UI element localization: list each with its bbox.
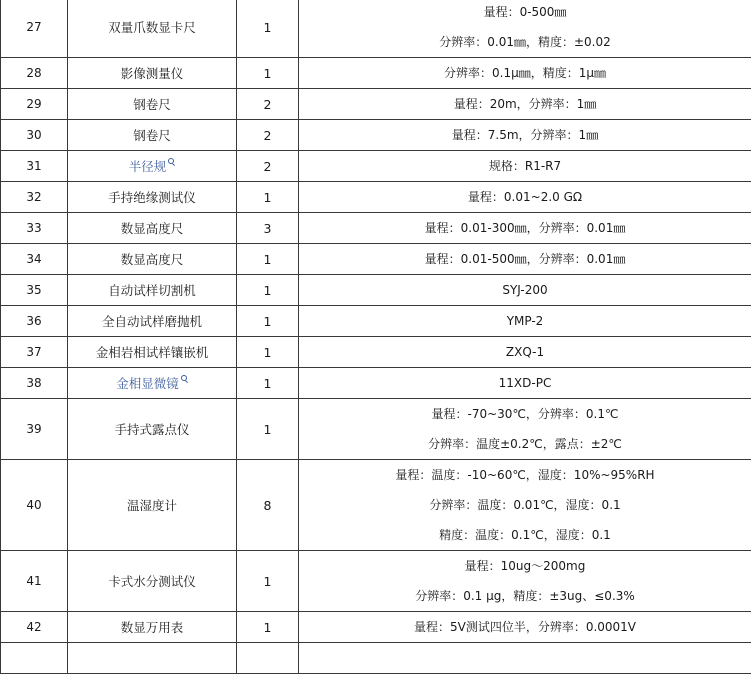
search-icon[interactable] <box>181 375 188 382</box>
table-row <box>1 151 751 182</box>
spec-cell <box>299 368 751 399</box>
row-number <box>1 643 68 674</box>
equipment-name: 手持绝缘测试仪 <box>68 182 237 213</box>
table-row <box>1 368 751 399</box>
equipment-name: 双量爪数显卡尺 <box>68 0 237 58</box>
equipment-name: 手持式露点仪 <box>68 399 237 460</box>
row-number: 27 <box>1 0 68 58</box>
row-number: 36 <box>1 306 68 337</box>
spec-cell <box>299 120 751 151</box>
quantity: 2 <box>237 120 299 151</box>
row-number: 32 <box>1 182 68 213</box>
row-number: 30 <box>1 120 68 151</box>
equipment-name: 全自动试样磨抛机 <box>68 306 237 337</box>
table-row <box>1 337 751 368</box>
spec-line: 分辨率：温度：0.01℃，湿度：0.1 <box>303 490 747 520</box>
table-row <box>1 213 751 244</box>
spec-line: 规格：R1-R7 <box>303 151 747 181</box>
table-row <box>1 460 751 551</box>
spec-line: SYJ-200 <box>303 275 747 305</box>
search-icon[interactable] <box>168 158 175 165</box>
spec-cell <box>299 460 751 551</box>
row-number: 33 <box>1 213 68 244</box>
spec-line: 量程：0.01-500㎜，分辨率：0.01㎜ <box>303 244 747 274</box>
row-number: 41 <box>1 551 68 612</box>
spec-cell <box>299 337 751 368</box>
table-row <box>1 399 751 460</box>
spec-line: 量程：0.01~2.0 GΩ <box>303 182 747 212</box>
table-row <box>1 244 751 275</box>
spec-line: 11XD-PC <box>303 368 747 398</box>
quantity: 1 <box>237 182 299 213</box>
spec-line: 分辨率：0.1μ㎜，精度：1μ㎜ <box>303 58 747 88</box>
spec-line: 量程：7.5m，分辨率：1㎜ <box>303 120 747 150</box>
row-number: 34 <box>1 244 68 275</box>
equipment-name-cell <box>68 151 237 182</box>
spec-cell <box>299 58 751 89</box>
table-row <box>1 612 751 643</box>
quantity <box>237 643 299 674</box>
equipment-name: 温湿度计 <box>68 460 237 551</box>
quantity: 1 <box>237 337 299 368</box>
equipment-name: 钢卷尺 <box>68 89 237 120</box>
row-number: 29 <box>1 89 68 120</box>
spec-cell <box>299 182 751 213</box>
spec-line: 量程：0-500㎜ <box>303 0 747 27</box>
spec-line: 精度：温度：0.1℃，湿度：0.1 <box>303 520 747 550</box>
quantity: 1 <box>237 551 299 612</box>
spec-cell <box>299 612 751 643</box>
spec-line: ZXQ-1 <box>303 337 747 367</box>
quantity: 8 <box>237 460 299 551</box>
table-row <box>1 275 751 306</box>
spec-line: YMP-2 <box>303 306 747 336</box>
spec-cell <box>299 551 751 612</box>
quantity: 1 <box>237 58 299 89</box>
table-row <box>1 120 751 151</box>
spec-cell <box>299 151 751 182</box>
equipment-name-link[interactable]: 半径规 <box>129 159 167 174</box>
equipment-name-link[interactable]: 金相显微镜 <box>116 376 179 391</box>
row-number: 40 <box>1 460 68 551</box>
row-number: 37 <box>1 337 68 368</box>
quantity: 1 <box>237 612 299 643</box>
row-number: 35 <box>1 275 68 306</box>
table-row <box>1 89 751 120</box>
quantity: 3 <box>237 213 299 244</box>
spec-line: 量程：10ug～200mg <box>303 551 747 581</box>
quantity: 1 <box>237 275 299 306</box>
row-number: 39 <box>1 399 68 460</box>
equipment-name: 数显高度尺 <box>68 213 237 244</box>
equipment-name <box>68 643 237 674</box>
spec-cell <box>299 89 751 120</box>
spec-line: 量程：温度：-10~60℃，湿度：10%~95%RH <box>303 460 747 490</box>
equipment-name-cell <box>68 368 237 399</box>
equipment-table-body <box>1 0 751 674</box>
table-row <box>1 58 751 89</box>
quantity: 2 <box>237 89 299 120</box>
spec-cell <box>299 0 751 58</box>
equipment-name: 影像测量仪 <box>68 58 237 89</box>
quantity: 1 <box>237 306 299 337</box>
spec-cell <box>299 399 751 460</box>
spec-line: 量程：0.01-300㎜，分辨率：0.01㎜ <box>303 213 747 243</box>
spec-cell <box>299 643 751 674</box>
quantity: 1 <box>237 368 299 399</box>
table-row <box>1 182 751 213</box>
equipment-name: 钢卷尺 <box>68 120 237 151</box>
spec-line <box>303 643 747 673</box>
equipment-name: 卡式水分测试仪 <box>68 551 237 612</box>
row-number: 42 <box>1 612 68 643</box>
spec-line: 分辨率：0.1 μg，精度：±3ug、≤0.3% <box>303 581 747 611</box>
spec-cell <box>299 213 751 244</box>
spec-line: 量程：5V测试四位半，分辨率：0.0001V <box>303 612 747 642</box>
equipment-name: 金相岩相试样镶嵌机 <box>68 337 237 368</box>
spec-cell <box>299 244 751 275</box>
spec-line: 分辨率：0.01㎜，精度：±0.02 <box>303 27 747 57</box>
spec-line: 量程：20m，分辨率：1㎜ <box>303 89 747 119</box>
row-number: 28 <box>1 58 68 89</box>
equipment-name: 数显万用表 <box>68 612 237 643</box>
table-row <box>1 643 751 674</box>
spec-line: 分辨率：温度±0.2℃，露点：±2℃ <box>303 429 747 459</box>
spec-cell <box>299 306 751 337</box>
quantity: 1 <box>237 399 299 460</box>
table-row <box>1 551 751 612</box>
spec-line: 量程：-70~30℃，分辨率：0.1℃ <box>303 399 747 429</box>
equipment-name: 自动试样切割机 <box>68 275 237 306</box>
row-number: 38 <box>1 368 68 399</box>
spec-cell <box>299 275 751 306</box>
table-row <box>1 306 751 337</box>
equipment-name: 数显高度尺 <box>68 244 237 275</box>
quantity: 1 <box>237 0 299 58</box>
quantity: 1 <box>237 244 299 275</box>
row-number: 31 <box>1 151 68 182</box>
quantity: 2 <box>237 151 299 182</box>
table-row <box>1 0 751 58</box>
